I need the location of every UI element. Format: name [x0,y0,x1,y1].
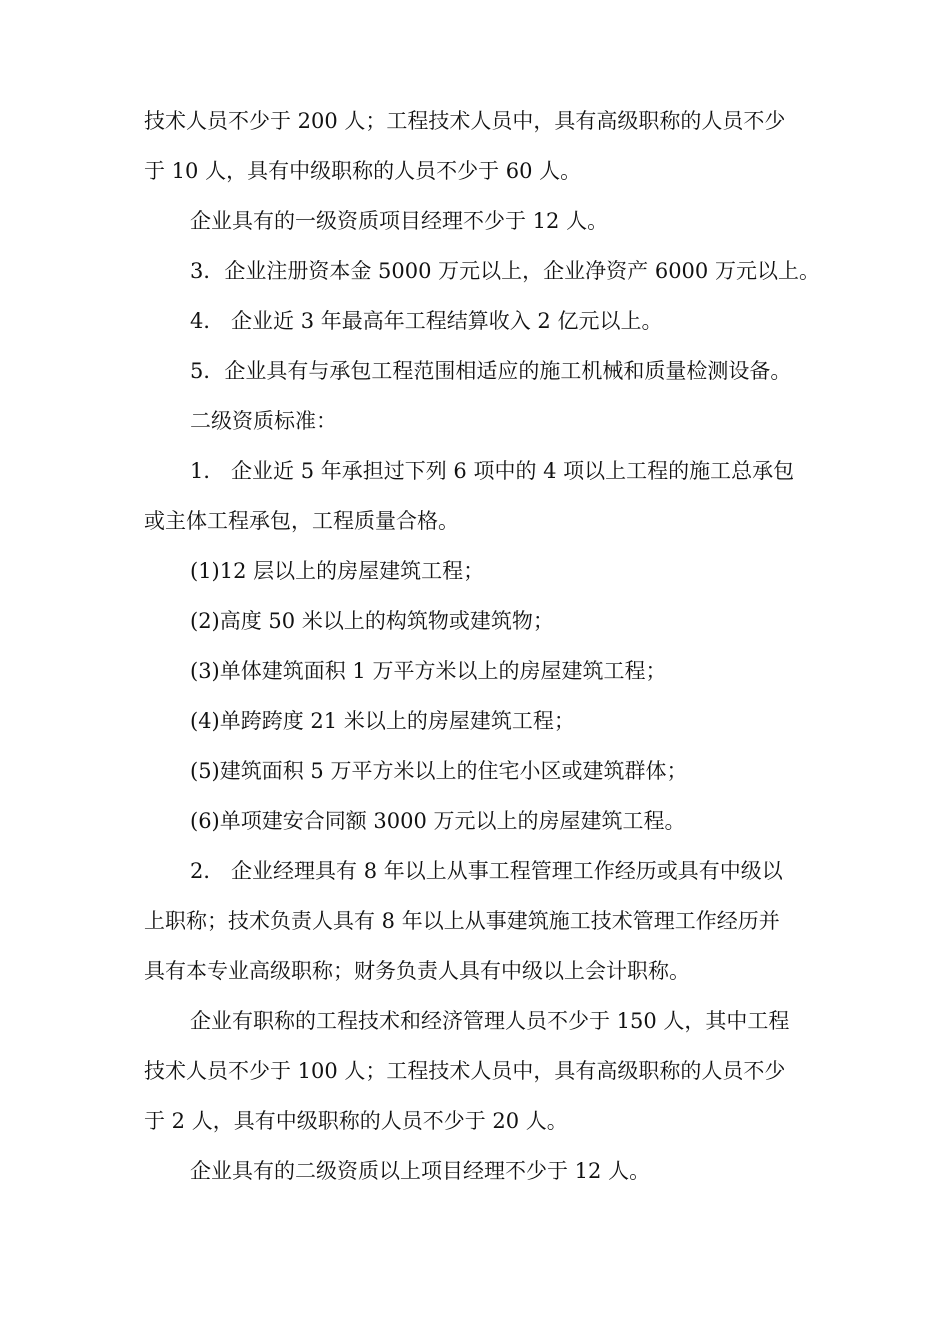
text-line: 企业具有的一级资质项目经理不少于 12 人。 [190,209,609,233]
text-line: 技术人员不少于 100 人；工程技术人员中，具有高级职称的人员不少 [144,1059,786,1083]
text-line: 企业有职称的工程技术和经济管理人员不少于 150 人，其中工程 [190,1009,790,1033]
paragraph [144,596,808,646]
paragraph [144,1146,808,1196]
document-page [144,96,820,1196]
text-line: 于 2 人，具有中级职称的人员不少于 20 人。 [144,1109,568,1133]
paragraph [144,996,808,1146]
text-line: (6)单项建安合同额 3000 万元以上的房屋建筑工程。 [190,809,686,833]
paragraph [144,846,808,996]
paragraph [144,346,808,396]
paragraph [144,196,808,246]
paragraph [144,296,808,346]
text-line: 具有本专业高级职称；财务负责人具有中级以上会计职称。 [144,959,690,983]
paragraph [144,246,820,296]
paragraph [144,696,808,746]
text-line: (4)单跨跨度 21 米以上的房屋建筑工程； [190,709,575,733]
text-line: 4． 企业近 3 年最高年工程结算收入 2 亿元以上。 [190,309,663,333]
text-line: 技术人员不少于 200 人；工程技术人员中，具有高级职称的人员不少 [144,109,786,133]
paragraph [144,796,808,846]
text-line: 于 10 人，具有中级职称的人员不少于 60 人。 [144,159,582,183]
paragraph [144,396,808,446]
text-line: 或主体工程承包，工程质量合格。 [144,509,459,533]
text-line: (2)高度 50 米以上的构筑物或建筑物； [190,609,554,633]
paragraph [144,546,808,596]
text-line: (3)单体建筑面积 1 万平方米以上的房屋建筑工程； [190,659,667,683]
text-line: 二级资质标准： [190,409,337,433]
paragraph [144,646,808,696]
text-line: 1． 企业近 5 年承担过下列 6 项中的 4 项以上工程的施工总承包 [190,459,795,483]
paragraph [144,446,808,546]
text-line: (1)12 层以上的房屋建筑工程； [190,559,485,583]
text-line: (5)建筑面积 5 万平方米以上的住宅小区或建筑群体； [190,759,688,783]
text-line: 3．企业注册资本金 5000 万元以上，企业净资产 6000 万元以上。 [190,259,820,283]
text-line: 企业具有的二级资质以上项目经理不少于 12 人。 [190,1159,651,1183]
text-line: 上职称；技术负责人具有 8 年以上从事建筑施工技术管理工作经历并 [144,909,780,933]
text-line: 2． 企业经理具有 8 年以上从事工程管理工作经历或具有中级以 [190,859,783,883]
paragraph [144,746,808,796]
text-line: 5．企业具有与承包工程范围相适应的施工机械和质量检测设备。 [190,359,792,383]
paragraph [144,96,808,196]
